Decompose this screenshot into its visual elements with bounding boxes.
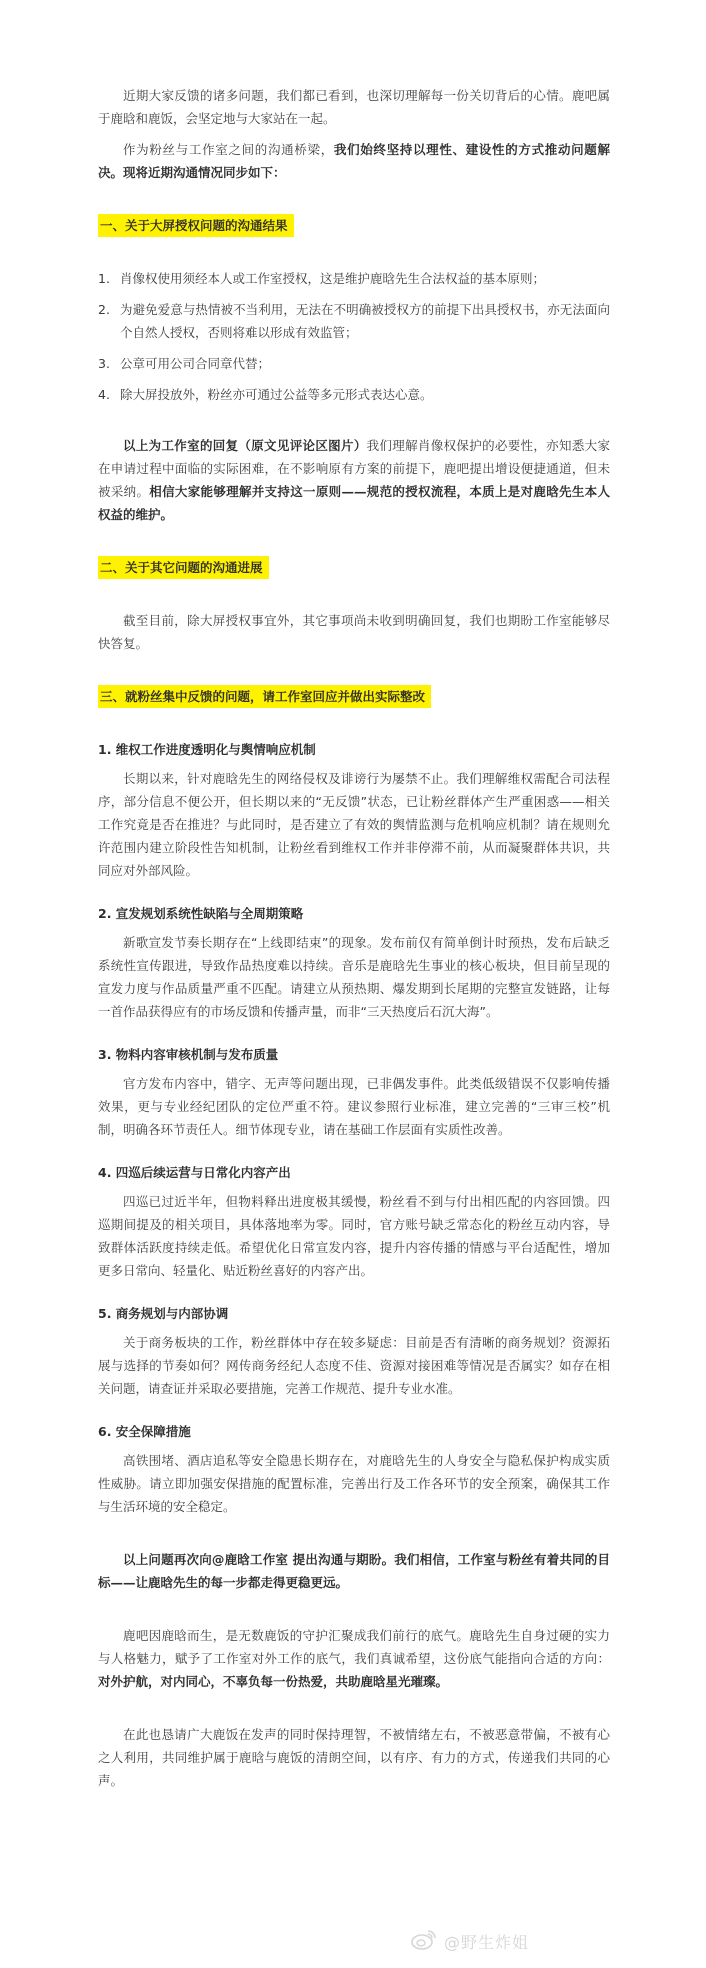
rule-text: 肖像权使用须经本人或工作室授权，这是维护鹿晗先生合法权益的基本原则； (120, 271, 546, 286)
issue-item (98, 1302, 610, 1400)
rule-item (98, 383, 610, 406)
closing-paragraph-1: 以上问题再次向@鹿晗工作室 提出沟通与期盼。我们相信，工作室与粉丝有着共同的目标——让鹿晗先生的每一步都走得更稳更远。 (98, 1552, 610, 1590)
authorization-rules-list (98, 267, 610, 406)
closing-paragraph-3: 在此也恳请广大鹿饭在发声的同时保持理智，不被情绪左右，不被恶意带偏，不被有心之人利用，共同维护属于鹿晗与鹿饭的清朗空间，以有序、有力的方式，传递我们共同的心声。 (98, 1727, 610, 1788)
issue-item (98, 902, 610, 1023)
reply-conclusion: 相信大家能够理解并支持这一原则——规范的授权流程，本质上是对鹿晗先生本人权益的维护。 (98, 484, 610, 522)
issue-title: 4. 四巡后续运营与日常化内容产出 (98, 1165, 291, 1180)
issue-body: 关于商务板块的工作，粉丝群体中存在较多疑虑：目前是否有清晰的商务规划？资源拓展与选择的节奏如何？网传商务经纪人态度不佳、资源对接困难等情况是否属实？如存在相关问题，请查证并采取必要措施，完善工作规范、提升专业水准。 (98, 1335, 610, 1396)
section-1-heading: 一、关于大屏授权问题的沟通结果 (98, 214, 294, 237)
issue-title: 2. 宣发规划系统性缺陷与全周期策略 (98, 906, 304, 921)
rule-item (98, 267, 610, 290)
weibo-logo-icon (411, 1928, 437, 1950)
issue-body: 长期以来，针对鹿晗先生的网络侵权及诽谤行为屡禁不止。我们理解维权需配合司法程序，部分信息不便公开，但长期以来的“无反馈”状态，已让粉丝群体产生严重困惑——相关工作究竟是否在推进？与此同时，是否建立了有效的舆情监测与危机响应机制？请在规则允许范围内建立阶段性告知机制，让粉丝看到维权工作并非停滞不前，从而凝聚群体共识，共同应对外部风险。 (98, 771, 610, 878)
issue-body: 新歌宣发节奏长期存在“上线即结束”的现象。发布前仅有简单倒计时预热，发布后缺乏系统性宣传跟进，导致作品热度难以持续。音乐是鹿晗先生事业的核心板块，但目前呈现的宣发力度与作品质量严重不匹配。请建立从预热期、爆发期到长尾期的完整宣发链路，让每一首作品获得应有的市场反馈和传播声量，而非“三天热度后石沉大海”。 (98, 935, 610, 1019)
rule-number: 1. (98, 271, 110, 286)
rule-item (98, 298, 610, 344)
intro-p2-tail: 。现将近期沟通情况同步如下： (110, 165, 286, 180)
watermark-text: @野生炸姐 (444, 1933, 530, 1952)
reply-source-note: 以上为工作室的回复（原文见评论区图片） (123, 438, 367, 453)
issue-body: 四巡已过近半年，但物料释出进度极其缓慢，粉丝看不到与付出相匹配的内容回馈。四巡期间提及的相关项目，具体落地率为零。同时，官方账号缺乏常态化的粉丝互动内容，导致群体活跃度持续走低。希望优化日常宣发内容，提升内容传播的情感与平台适配性，增加更多日常向、轻量化、贴近粉丝喜好的内容产出。 (98, 1194, 610, 1278)
announcement-body (98, 84, 610, 1792)
rule-number: 4. (98, 387, 110, 402)
closing-p2-body: 鹿吧因鹿晗而生，是无数鹿饭的守护汇聚成我们前行的底气。鹿晗先生自身过硬的实力与人格魅力，赋予了工作室对外工作的底气，我们真诚希望，这份底气能指向合适的方向： (98, 1628, 610, 1666)
issue-item (98, 1043, 610, 1141)
issue-title: 1. 维权工作进度透明化与舆情响应机制 (98, 742, 316, 757)
rule-item (98, 352, 610, 375)
issue-body: 高铁围堵、酒店追私等安全隐患长期存在，对鹿晗先生的人身安全与隐私保护构成实质性威胁。请立即加强安保措施的配置标准，完善出行及工作各环节的安全预案，确保其工作与生活环境的安全稳定。 (98, 1453, 610, 1514)
issue-title: 3. 物料内容审核机制与发布质量 (98, 1047, 279, 1062)
issue-body: 官方发布内容中，错字、无声等问题出现，已非偶发事件。此类低级错误不仅影响传播效果，更与专业经纪团队的定位严重不符。建议参照行业标准，建立完善的“三审三校”机制，明确各环节责任人。细节体现专业，请在基础工作层面有实质性改善。 (98, 1076, 610, 1137)
issue-item (98, 1161, 610, 1282)
issue-item (98, 1420, 610, 1518)
rule-number: 3. (98, 356, 110, 371)
intro-p2-lead: 作为粉丝与工作室之间的沟通桥梁， (123, 142, 334, 157)
intro-p2-emphasis: 我们始终坚持以理性、建设性的方式推动问题解决 (98, 142, 610, 180)
rule-number: 2. (98, 302, 110, 317)
rule-text: 公章可用公司合同章代替； (120, 356, 271, 371)
rule-text: 除大屏投放外，粉丝亦可通过公益等多元形式表达心意。 (120, 387, 433, 402)
section-2-heading: 二、关于其它问题的沟通进展 (98, 556, 269, 579)
intro-paragraph-2 (98, 138, 610, 184)
issue-title: 6. 安全保障措施 (98, 1424, 191, 1439)
rule-text: 为避免爱意与热情被不当利用，无法在不明确被授权方的前提下出具授权书，亦无法面向个自然人授权，否则将难以形成有效监管； (120, 302, 610, 340)
intro-paragraph-1: 近期大家反馈的诸多问题，我们都已看到，也深切理解每一份关切背后的心情。鹿吧属于鹿晗和鹿饭，会坚定地与大家站在一起。 (98, 88, 610, 126)
closing-p2-emphasis: 对外护航，对内同心，不辜负每一份热爱，共助鹿晗星光璀璨。 (98, 1674, 449, 1689)
studio-reply-paragraph (98, 434, 610, 526)
section-2-paragraph: 截至目前，除大屏授权事宜外，其它事项尚未收到明确回复，我们也期盼工作室能够尽快答复。 (98, 613, 610, 651)
reply-body: 我们理解肖像权保护的必要性，亦知悉大家在申请过程中面临的实际困难，在不影响原有方案的前提下，鹿吧提出增设便捷通道，但未被采纳。 (98, 438, 610, 499)
closing-paragraph-2 (98, 1624, 610, 1693)
issue-title: 5. 商务规划与内部协调 (98, 1306, 229, 1321)
issue-item (98, 738, 610, 882)
section-3-heading: 三、就粉丝集中反馈的问题，请工作室回应并做出实际整改 (98, 685, 431, 708)
